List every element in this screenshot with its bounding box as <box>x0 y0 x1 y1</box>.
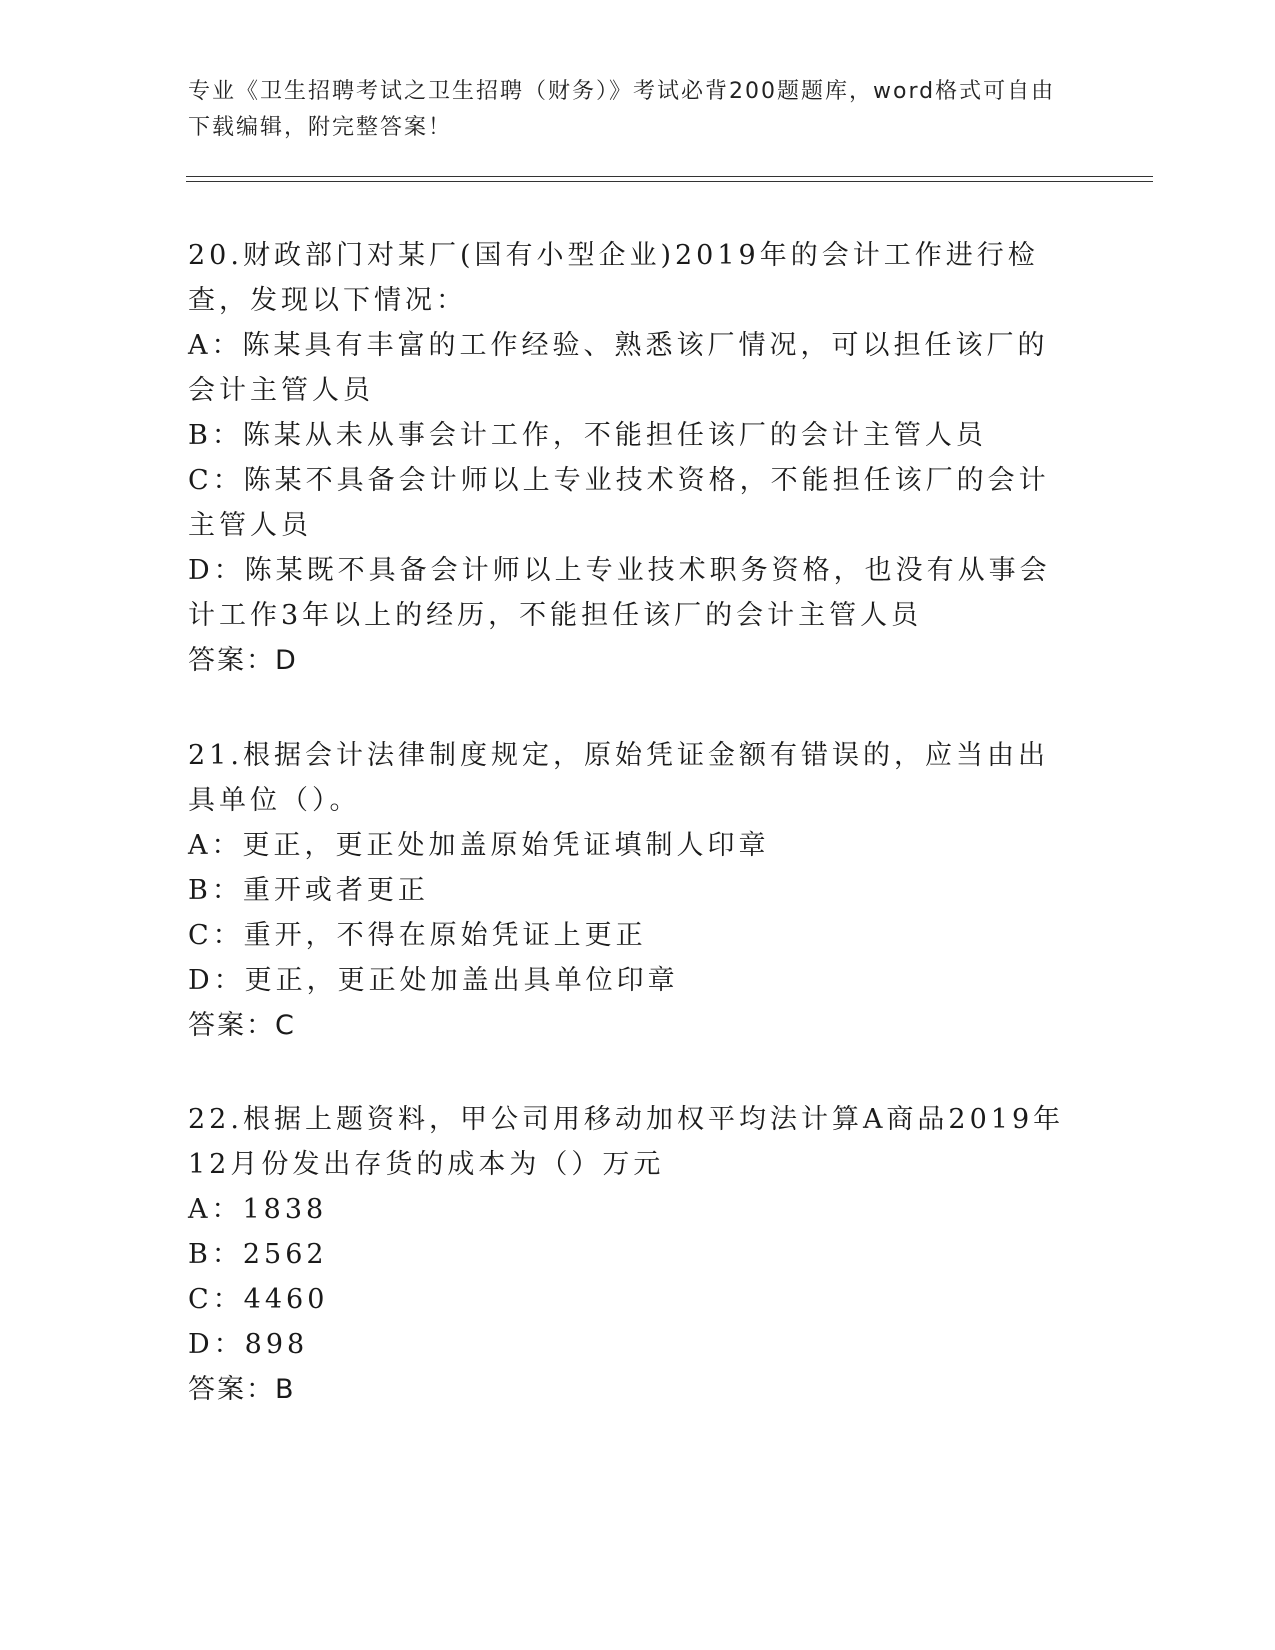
answer: 答案：B <box>188 1374 296 1405</box>
question-21 <box>188 733 1068 1048</box>
option-a: A：1838 <box>188 1194 328 1225</box>
document-header: 专业《卫生招聘考试之卫生招聘（财务）》考试必背200题题库，word格式可自由下载编辑，附完整答案！ <box>188 79 1056 140</box>
option-b: B：2562 <box>188 1239 328 1270</box>
question-22 <box>188 1097 1068 1412</box>
option-b: B：重开或者更正 <box>188 875 429 906</box>
header-divider-bottom <box>186 181 1153 182</box>
answer: 答案：D <box>188 645 298 676</box>
option-a: A：更正，更正处加盖原始凭证填制人印章 <box>188 830 770 861</box>
question-20 <box>188 233 1068 683</box>
option-c: C：4460 <box>188 1284 329 1315</box>
option-c: C：重开，不得在原始凭证上更正 <box>188 920 647 951</box>
option-d: D：更正，更正处加盖出具单位印章 <box>188 965 679 996</box>
header-divider-top <box>186 176 1153 177</box>
option-a: A：陈某具有丰富的工作经验、熟悉该厂情况，可以担任该厂的会计主管人员 <box>188 330 1049 406</box>
option-d: D：陈某既不具备会计师以上专业技术职务资格，也没有从事会计工作3年以上的经历，不能担任该厂的会计主管人员 <box>188 555 1051 631</box>
question-stem: 22.根据上题资料，甲公司用移动加权平均法计算A商品2019年12月份发出存货的成本为（）万元 <box>188 1104 1065 1180</box>
question-stem: 20.财政部门对某厂(国有小型企业)2019年的会计工作进行检查，发现以下情况： <box>188 240 1039 316</box>
answer: 答案：C <box>188 1010 296 1041</box>
option-d: D：898 <box>188 1329 309 1360</box>
option-b: B：陈某从未从事会计工作，不能担任该厂的会计主管人员 <box>188 420 987 451</box>
question-stem: 21.根据会计法律制度规定，原始凭证金额有错误的，应当由出具单位（）。 <box>188 740 1049 816</box>
option-c: C：陈某不具备会计师以上专业技术资格，不能担任该厂的会计主管人员 <box>188 465 1050 541</box>
